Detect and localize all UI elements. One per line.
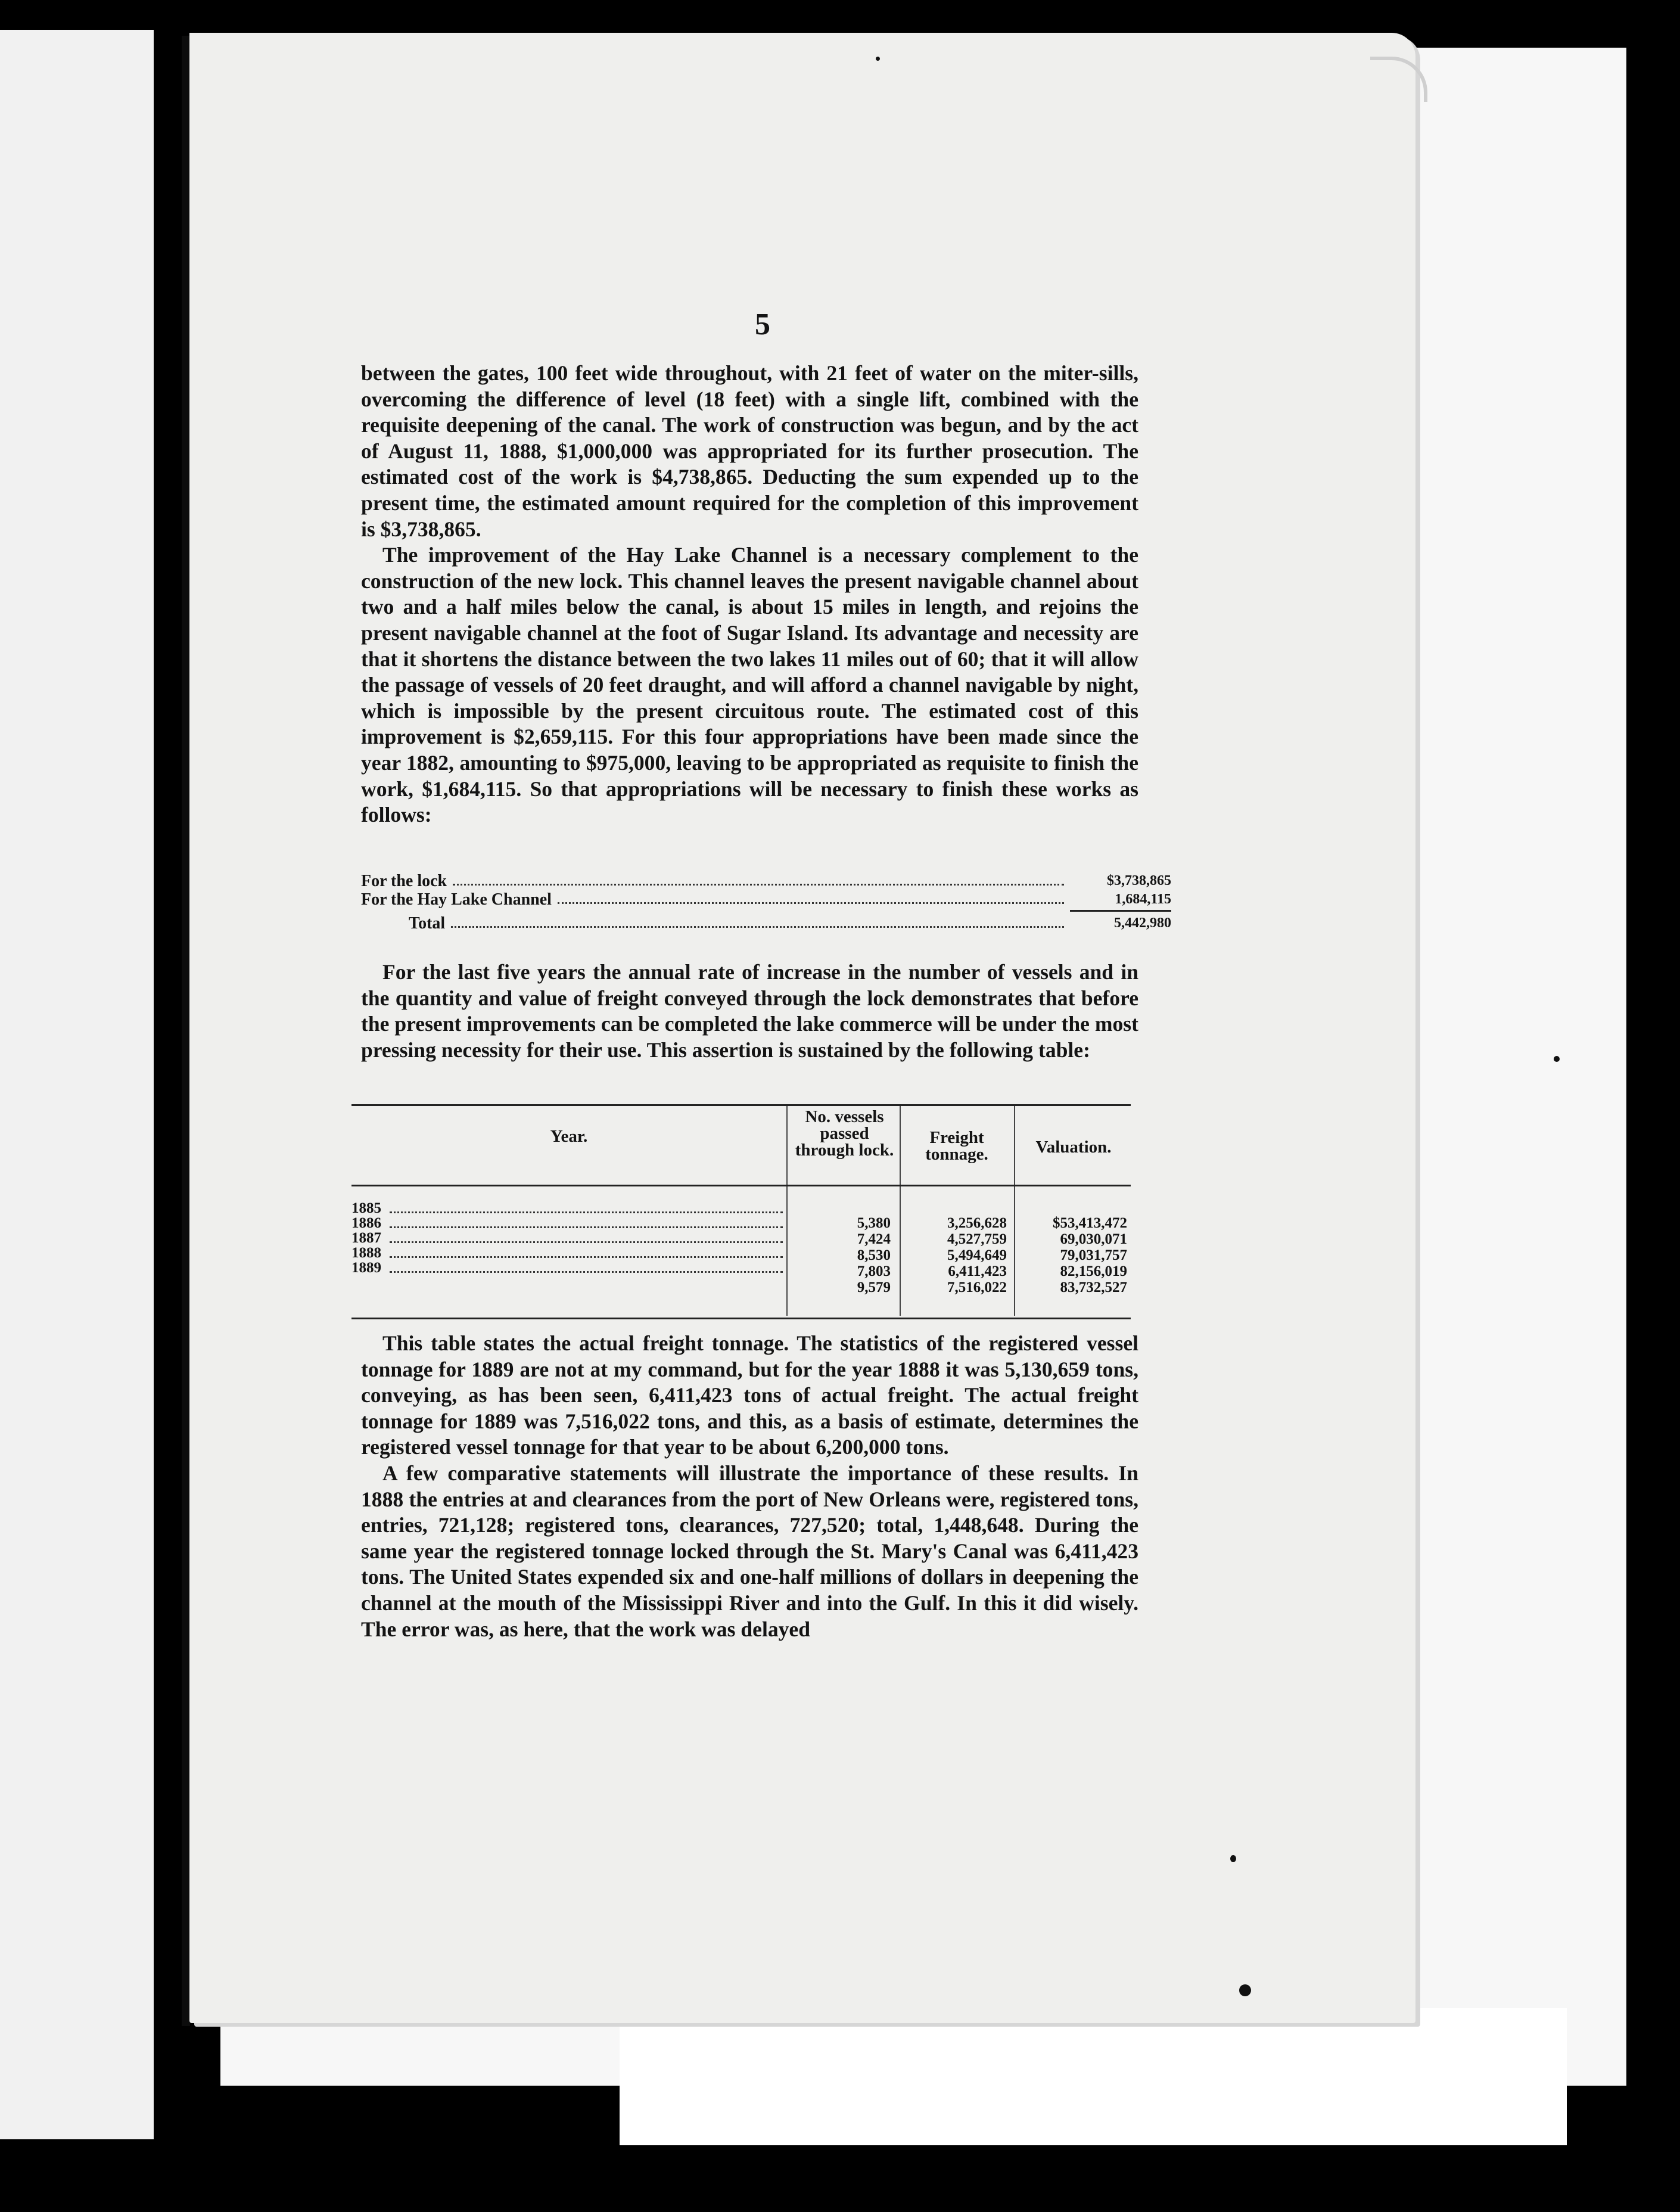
cost-amount: $3,738,865 — [1107, 873, 1171, 888]
paragraph-lock-construction: between the gates, 100 feet wide throughout, with 21 feet of water on the miter-sills, overcoming the difference of level (18 feet) with a single lift, combined with the requisite deepening of the canal. The work of construction was begun, and by the act of August 11, 1888, $1,000,000 was appropriated for its further prosecution. The estimated cost of the work is $4,738,865. Deducting the sum expended up to the present time, the estimated amount required for the completion of this improvement is $3,738,865. — [361, 361, 1138, 541]
cost-label: For the Hay Lake Channel — [361, 890, 552, 909]
vessels-cell: 9,579 — [857, 1279, 891, 1295]
valuation-cell: 83,732,527 — [1060, 1279, 1127, 1295]
valuation-cell: 69,030,071 — [1060, 1231, 1127, 1247]
valuation-cell: 82,156,019 — [1060, 1263, 1127, 1279]
cost-summary — [361, 872, 1171, 933]
valuation-cell: 79,031,757 — [1060, 1247, 1127, 1263]
text-block-lower — [361, 1331, 1138, 1642]
paragraph-hay-lake-channel: The improvement of the Hay Lake Channel is a necessary complement to the construction of the new lock. This channel leaves the present navigable channel about two and a half miles below the canal, is about 15 miles in length, and rejoins the present navigable channel at the foot of Sugar Island. Its advantage and necessity are that it shortens the distance between the two lakes 11 miles out of 60; that it will allow the passage of vessels of 20 feet draught, and will afford a channel navigable by night, which is impossible by the present circuitous route. The estimated cost of this improvement is $2,659,115. For this four appropriations have been made since the year 1882, amounting to $975,000, leaving to be appropriated as requisite to finish the work, $1,684,115. So that appropriations will be necessary to finish these works as follows: — [361, 543, 1138, 827]
cost-total-label: Total — [409, 914, 446, 933]
cost-total-amount: 5,442,980 — [1114, 915, 1171, 931]
facing-page-edge — [0, 30, 154, 2139]
scan-speck — [876, 57, 880, 61]
year-cell: 1886 — [351, 1215, 381, 1231]
freight-cell: 5,494,649 — [947, 1247, 1007, 1263]
dot-leader — [558, 902, 1064, 904]
column-divider — [786, 1106, 788, 1316]
paragraph-rate-of-increase: For the last five years the annual rate of increase in the number of vessels and in the quantity and value of freight conveyed through the lock demonstrates that before the present improvements can be completed the lake commerce will be under the most pressing necessity for their use. This assertion is sustained by the following table: — [361, 960, 1138, 1062]
cost-amount: 1,684,115 — [1115, 891, 1171, 907]
header-year: Year. — [550, 1127, 588, 1146]
year-cell: 1889 — [351, 1260, 381, 1276]
cost-row-hay-lake — [361, 890, 1171, 909]
dot-leader — [390, 1241, 783, 1243]
year-cell: 1885 — [351, 1200, 381, 1216]
table-header-rule — [351, 1185, 1131, 1186]
sum-rule — [1070, 910, 1171, 912]
freight-cell: 3,256,628 — [947, 1215, 1007, 1231]
binding-shadow — [182, 36, 190, 2026]
cost-label: For the lock — [361, 872, 447, 890]
backing-sheet — [620, 2008, 1567, 2145]
valuation-cell: $53,413,472 — [1053, 1215, 1127, 1231]
cost-row-lock — [361, 872, 1171, 890]
header-vessels: No. vessels passed through lock. — [795, 1107, 894, 1160]
table-bottom-rule — [351, 1318, 1131, 1319]
paragraph-freight-tonnage: This table states the actual freight tonnage. The statistics of the registered vessel tonnage for 1889 are not at my command, but for the year 1888 it was 5,130,659 tons, conveying, as has been seen, 6,411,423 tons of actual freight. The actual freight tonnage for 1889 was 7,516,022 tons, and this, as a basis of estimate, determines the registered vessel tonnage for that year to be about 6,200,000 tons. — [361, 1331, 1138, 1459]
dot-leader — [453, 884, 1064, 886]
dot-leader — [451, 926, 1064, 928]
dot-leader — [390, 1271, 783, 1273]
header-freight: Freight tonnage. — [925, 1128, 988, 1164]
vessels-cell: 8,530 — [857, 1247, 891, 1263]
text-block-upper — [361, 361, 1138, 828]
page-number: 5 — [755, 307, 770, 341]
vessels-cell: 5,380 — [857, 1215, 891, 1231]
dot-leader — [390, 1226, 783, 1228]
paragraph-comparative-statements: A few comparative statements will illustrate the importance of these results. In 1888 the entries at and clearances from the port of New Orleans were, registered tons, entries, 721,128; registered tons, clearances, 727,520; total, 1,448,648. During the same year the registered tonnage locked through the St. Mary's Canal was 6,411,423 tons. The United States expended six and one-half millions of dollars in deepening the channel at the mouth of the Mississippi River and into the Gulf. In this it did wisely. The error was, as here, that the work was delayed — [361, 1461, 1138, 1641]
vessels-cell: 7,803 — [857, 1263, 891, 1279]
text-block-middle — [361, 959, 1138, 1063]
scan-speck — [1230, 1855, 1236, 1862]
year-cell: 1887 — [351, 1230, 381, 1246]
vessels-cell: 7,424 — [857, 1231, 891, 1247]
freight-cell: 4,527,759 — [947, 1231, 1007, 1247]
cost-row-total — [361, 914, 1171, 933]
scan-speck — [1554, 1056, 1560, 1062]
header-valuation: Valuation. — [1035, 1138, 1112, 1157]
scan-speck — [1239, 1984, 1251, 1996]
dot-leader — [390, 1256, 783, 1258]
freight-cell: 7,516,022 — [947, 1279, 1007, 1295]
year-cell: 1888 — [351, 1245, 381, 1261]
dot-leader — [390, 1211, 783, 1213]
freight-cell: 6,411,423 — [948, 1263, 1007, 1279]
